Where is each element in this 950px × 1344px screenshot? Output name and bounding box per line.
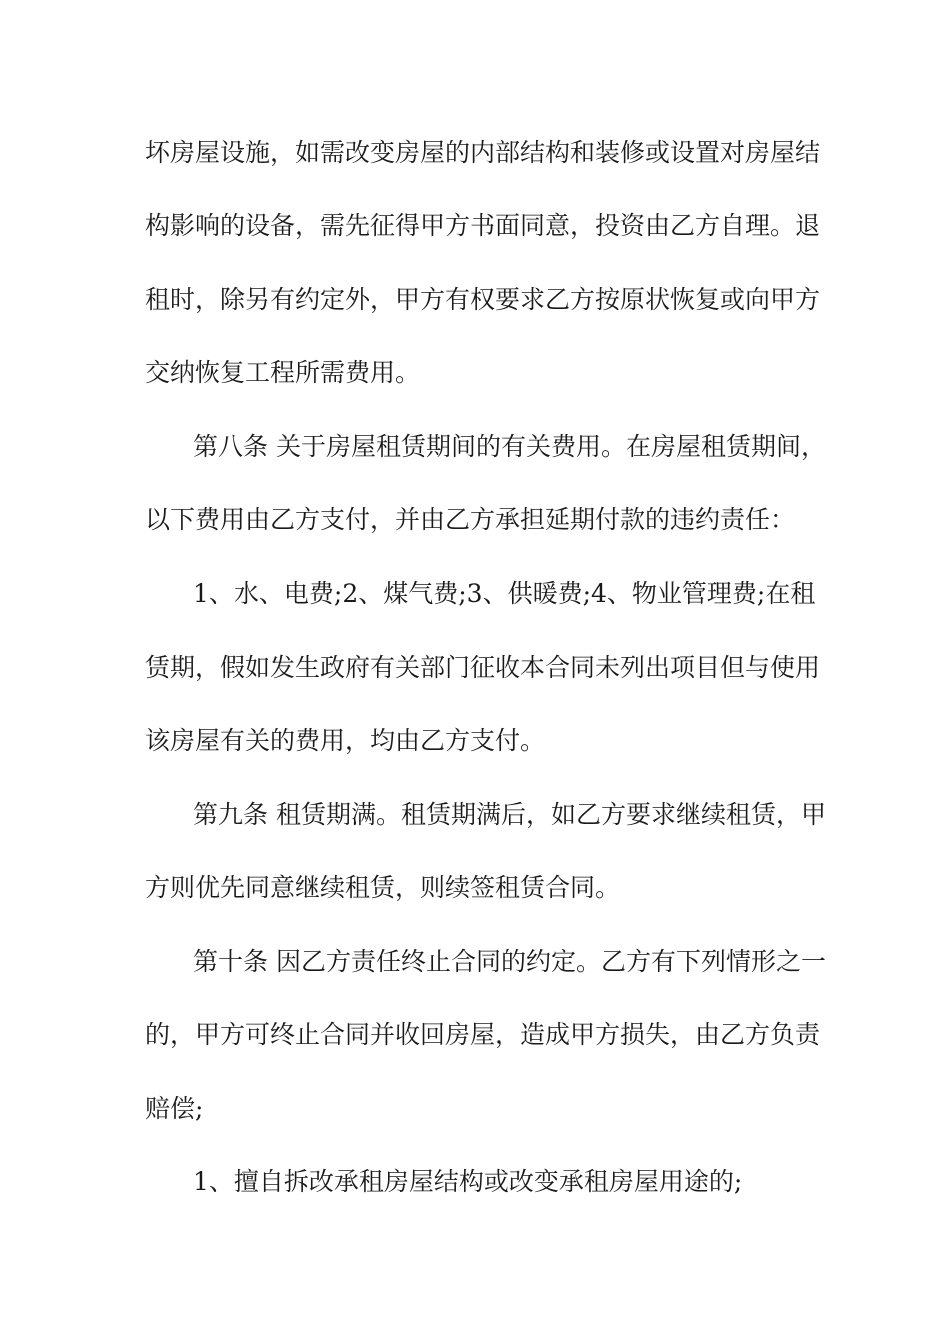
body-text-line: 构影响的设备，需先征得甲方书面同意，投资由乙方自理。退: [145, 211, 821, 240]
body-text-line: 交纳恢复工程所需费用。: [145, 358, 421, 387]
body-text-line: 租时，除另有约定外，甲方有权要求乙方按原状恢复或向甲方: [145, 285, 821, 314]
list-item-line: 1、水、电费;2、煤气费;3、供暖费;4、物业管理费;在租: [193, 579, 816, 608]
article-8-heading-line: 第八条 关于房屋租赁期间的有关费用。在房屋租赁期间，: [193, 432, 826, 461]
body-text-line: 的，甲方可终止合同并收回房屋，造成甲方损失，由乙方负责: [145, 1020, 821, 1049]
body-text-line: 赔偿;: [145, 1094, 204, 1123]
body-text-line: 赁期，假如发生政府有关部门征收本合同未列出项目但与使用: [145, 653, 821, 682]
body-text-line: 该房屋有关的费用，均由乙方支付。: [145, 726, 546, 755]
list-item-line: 1、擅自拆改承租房屋结构或改变承租房屋用途的;: [193, 1167, 743, 1196]
body-text-line: 以下费用由乙方支付，并由乙方承担延期付款的违约责任：: [145, 505, 796, 534]
body-text-line: 方则优先同意继续租赁，则续签租赁合同。: [145, 873, 621, 902]
article-9-heading-line: 第九条 租赁期满。租赁期满后，如乙方要求继续租赁，甲: [193, 800, 826, 829]
body-text-line: 坏房屋设施，如需改变房屋的内部结构和装修或设置对房屋结: [145, 138, 821, 167]
article-10-heading-line: 第十条 因乙方责任终止合同的约定。乙方有下列情形之一: [193, 947, 826, 976]
